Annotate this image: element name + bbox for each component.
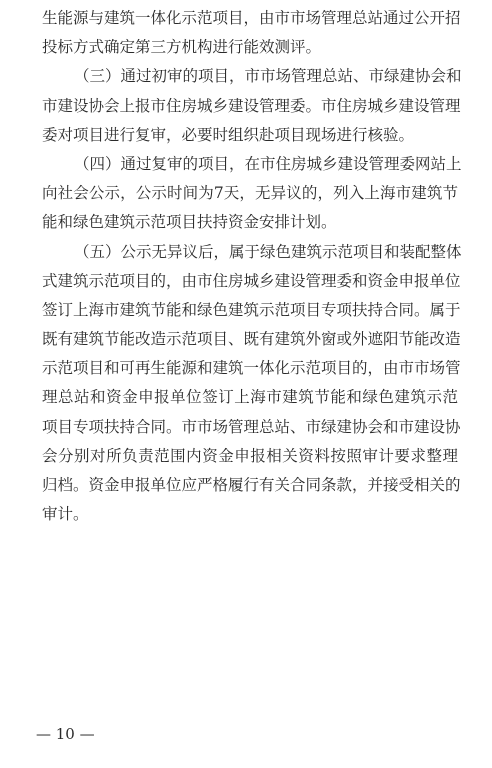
text-line: 既有建筑节能改造示范项目、既有建筑外窗或外遮阳节能改造 bbox=[42, 330, 461, 349]
text-line: 市建设协会上报市住房城乡建设管理委。市住房城乡建设管理 bbox=[42, 96, 461, 115]
text-line: 审计。 bbox=[42, 505, 89, 524]
text-line: 会分别对所负责范围内资金申报相关资料按照审计要求整理 bbox=[42, 446, 458, 465]
text-line: 生能源与建筑一体化示范项目，由市市场管理总站通过公开招 bbox=[42, 9, 461, 27]
text-line: 归档。资金申报单位应严格履行有关合同条款，并接受相关的 bbox=[42, 476, 461, 494]
text-line: 示范项目和可再生能源和建筑一体化示范项目的，由市市场管 bbox=[42, 359, 461, 378]
text-line: 投标方式确定第三方机构进行能效测评。 bbox=[42, 38, 322, 57]
text-line: 能和绿色建筑示范项目扶持资金安排计划。 bbox=[42, 213, 337, 232]
text-line: 项目专项扶持合同。市市场管理总站、市绿建协会和市建设协 bbox=[42, 417, 461, 436]
paragraph-3-start: （三）通过初审的项目，市市场管理总站、市绿建协会和 bbox=[74, 67, 462, 86]
paragraph-4-start: （四）通过复审的项目，在市住房城乡建设管理委网站上 bbox=[74, 154, 462, 173]
body-text bbox=[42, 4, 462, 529]
text-line: 向社会公示，公示时间为7天，无异议的，列入上海市建筑节 bbox=[42, 184, 458, 203]
text-line: 式建筑示范项目的，由市住房城乡建设管理委和资金申报单位 bbox=[42, 271, 461, 290]
text-line: 理总站和资金申报单位签订上海市建筑节能和绿色建筑示范 bbox=[42, 388, 458, 407]
paragraph-5-start: （五）公示无异议后，属于绿色建筑示范项目和装配整体 bbox=[74, 242, 462, 261]
page-number: — 10 — bbox=[36, 725, 95, 743]
text-line: 签订上海市建筑节能和绿色建筑示范项目专项扶持合同。属于 bbox=[42, 300, 461, 319]
text-line: 委对项目进行复审，必要时组织赴项目现场进行核验。 bbox=[42, 125, 415, 144]
